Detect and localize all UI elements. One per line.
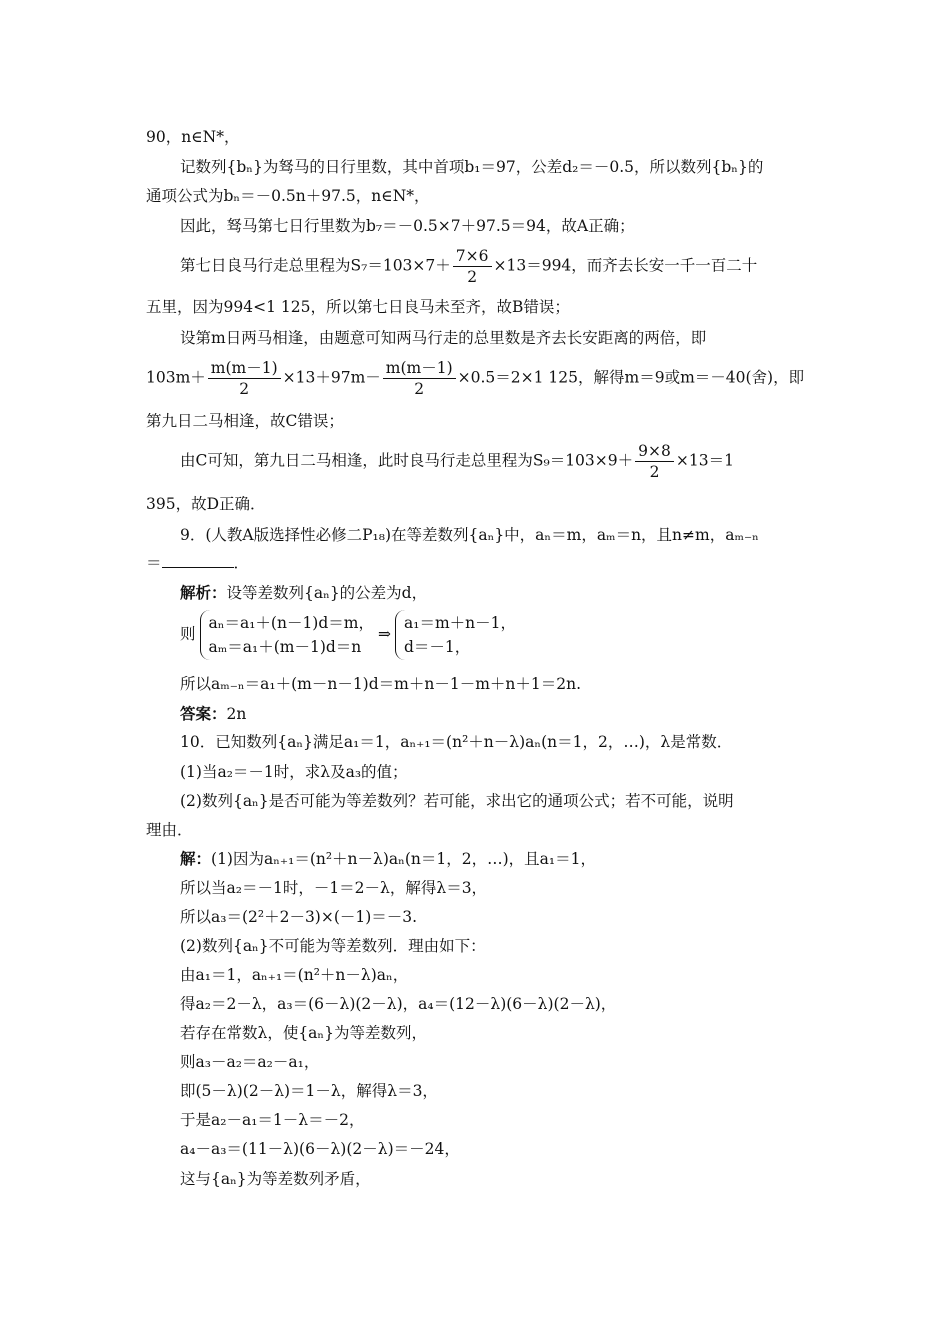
text-span: ×13＝994，而齐去长安一千一百二十 [493,256,758,275]
period: ． [233,554,250,572]
answer-line [146,552,249,574]
text-line: 即(5－λ)(2－λ)＝1－λ，解得λ＝3， [180,1082,438,1100]
fraction-numerator: 7×6 [453,246,492,267]
text-line: 因此，驽马第七日行里数为b₇＝－0.5×7＋97.5＝94，故A正确； [180,217,635,235]
equals-sign: ＝ [146,554,162,572]
text-line: 所以aₘ₋ₙ＝a₁＋(m－n－1)d＝m＋n－1－m＋n＋1＝2n. [180,675,582,693]
text-line: (2)数列{aₙ}不可能为等差数列．理由如下： [180,937,486,955]
fraction-denominator: 2 [649,463,660,481]
text-line: 设第m日两马相逢，由题意可知两马行走的总里数是齐去长安距离的两倍，即 [180,329,707,347]
equation: aₘ＝a₁＋(m－1)d＝n [208,638,362,656]
text-line: 理由． [146,821,193,839]
fraction-denominator: 2 [467,268,478,286]
text-line: 395，故D正确． [146,495,266,513]
solution-label: 解： [180,849,212,868]
text-span: 设等差数列{aₙ}的公差为d， [226,584,428,602]
equation: a₁＝m＋n－1， [403,614,516,632]
text-line: 这与{aₙ}为等差数列矛盾， [180,1170,371,1188]
text-span: ×0.5＝2×1 125，解得m＝9或m＝－40(舍)，即 [457,368,805,387]
solution-line [180,582,427,604]
answer-value: 2n [226,705,247,723]
equation: aₙ＝a₁＋(n－1)d＝m， [208,614,374,632]
text-line: a₄－a₃＝(11－λ)(6－λ)(2－λ)＝－24， [180,1140,460,1158]
text-line: 记数列{bₙ}为驽马的日行里数，其中首项b₁＝97，公差d₂＝－0.5，所以数列{bₙ}的 [180,158,764,176]
fraction-denominator: 2 [414,380,425,398]
equation-system-right [395,610,516,660]
text-span: 则 [180,625,196,643]
text-span: ×13＋97m－ [282,368,381,387]
equation: d＝－1， [403,638,471,656]
answer-line [180,703,246,725]
question-10: 10．已知数列{aₙ}满足a₁＝1，aₙ₊₁＝(n²＋n－λ)aₙ(n＝1，2，…)，λ是常数． [180,733,733,751]
fraction [453,246,492,287]
fraction [208,358,281,399]
text-line: (1)当a₂＝－1时，求λ及a₃的值； [180,763,408,781]
equation-system-left [200,610,374,660]
text-line: 由a₁＝1，aₙ₊₁＝(n²＋n－λ)aₙ， [180,966,409,984]
implies-arrow: ⇒ [377,625,391,643]
fraction-numerator: 9×8 [635,441,674,462]
text-span: ×13＝1 [675,451,734,470]
equation-system-line [180,610,520,660]
text-line: 于是a₂－a₁＝1－λ＝－2， [180,1111,365,1129]
text-line: 五里，因为994<1 125，所以第七日良马未至齐，故B错误； [146,298,570,316]
fraction-denominator: 2 [239,380,250,398]
fraction [635,441,674,482]
analysis-label: 解析： [180,583,227,602]
text-line: 则a₃－a₂＝a₂－a₁， [180,1053,320,1071]
text-line: 若存在常数λ，使{aₙ}为等差数列， [180,1024,427,1042]
text-line: 90，n∈N*， [146,128,240,146]
fraction-numerator: m(m－1) [208,358,281,379]
text-line: 所以a₃＝(2²＋2－3)×(－1)＝－3. [180,908,418,926]
text-line-with-fraction [146,358,804,399]
text-line-with-fraction [180,246,757,287]
answer-label: 答案： [180,704,227,723]
text-line-with-fraction [180,441,734,482]
text-span: (1)因为aₙ₊₁＝(n²＋n－λ)aₙ(n＝1，2，…)，且a₁＝1， [211,850,596,868]
fraction-numerator: m(m－1) [383,358,456,379]
text-span: 由C可知，第九日二马相逢，此时良马行走总里程为S₉＝103×9＋ [180,451,634,470]
text-span: 103m＋ [146,368,206,387]
text-line: (2)数列{aₙ}是否可能为等差数列？若可能，求出它的通项公式；若不可能，说明 [180,792,734,810]
text-line: 通项公式为bₙ＝－0.5n＋97.5，n∈N*， [146,187,430,205]
text-line: 第九日二马相逢，故C错误； [146,412,344,430]
answer-blank [162,553,234,568]
text-line: 所以当a₂＝－1时，－1＝2－λ，解得λ＝3， [180,879,488,897]
text-span: 第七日良马行走总里程为S₇＝103×7＋ [180,256,451,275]
fraction [383,358,456,399]
text-line: 得a₂＝2－λ，a₃＝(6－λ)(2－λ)，a₄＝(12－λ)(6－λ)(2－λ)， [180,995,617,1013]
solution-line [180,848,596,870]
question-9: 9．(人教A版选择性必修二P₁₈)在等差数列{aₙ}中，aₙ＝m，aₘ＝n，且n≠m，aₘ₋ₙ [180,526,759,544]
